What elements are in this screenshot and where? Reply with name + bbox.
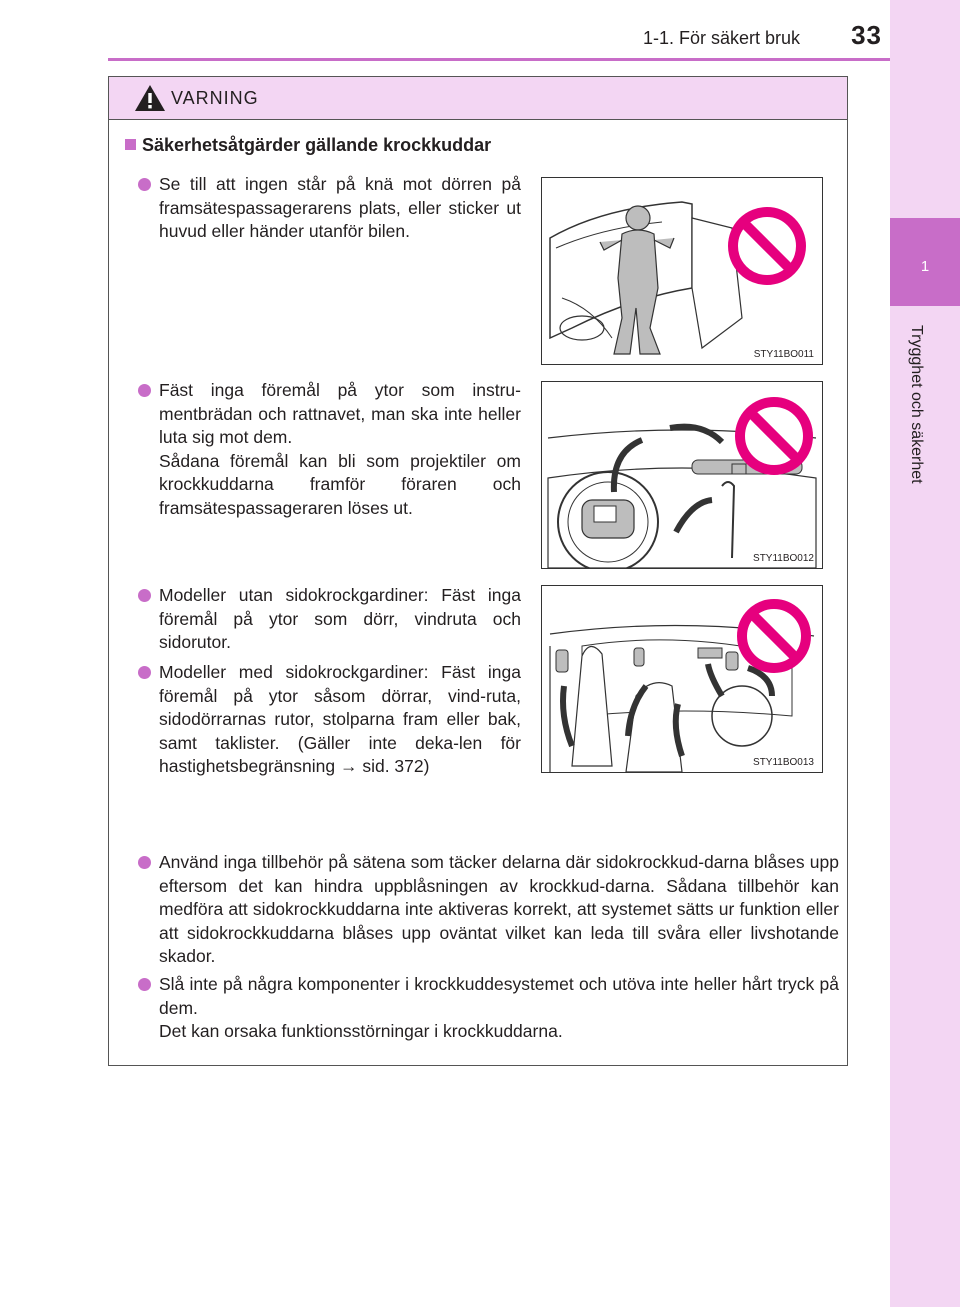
illustration-code: STY11BO013	[753, 757, 814, 768]
car-interior-drawing	[542, 178, 822, 364]
warning-header	[109, 77, 847, 120]
chapter-number: 1	[920, 258, 930, 275]
header-rule	[108, 58, 890, 61]
page-number: 33	[851, 20, 882, 50]
warning-box	[108, 76, 848, 1066]
bullet-item: Använd inga tillbehör på sätena som täcker delarna där sidokrockkud-darna blåses upp eftersom det kan hindra uppblåsningen av krockkud-darna. Sådana tillbehör kan medföra att sidokrockkuddarna inte aktiveras korrekt, att systemet sätts ur funktion eller att sidokrockkuddarna blåses upp oväntat vilket kan leda till svåra eller livshotande skador.	[159, 851, 839, 969]
bullet-dot-icon	[138, 856, 151, 869]
warning-triangle-icon	[133, 83, 167, 113]
bullet-dot-icon	[138, 384, 151, 397]
bullet-dot-icon	[138, 978, 151, 991]
illustration-code: STY11BO011	[753, 349, 814, 360]
side-interior-drawing	[542, 586, 822, 772]
chapter-side-tab	[890, 0, 960, 1307]
bullet-item: Slå inte på några komponenter i krockkuddesystemet och utöva inte heller hårt tryck på dem. Det kan orsaka funktionsstörningar i krockkuddarna.	[159, 973, 839, 1044]
section-title: 1-1. För säkert bruk	[642, 28, 800, 48]
bullet-item: Se till att ingen står på knä mot dörren på framsätespassagerarens plats, eller sticker ut huvud eller händer utanför bilen.	[159, 173, 521, 244]
illustration-code: STY11BO012	[753, 553, 814, 564]
bullet-item: Modeller utan sidokrockgardiner: Fäst inga föremål på ytor som dörr, vindruta och sidorutor.	[159, 584, 521, 655]
bullet-dot-icon	[138, 178, 151, 191]
bullet-dot-icon	[138, 666, 151, 679]
illustration-side-objects	[541, 585, 823, 773]
bullet-item: Modeller med sidokrockgardiner: Fäst inga föremål på ytor såsom dörrar, vind-ruta, sidodörrarnas rutor, stolparna fram eller bak, samt taklister. (Gäller inte deka-len för hastighetsbegränsning → sid. 372)	[159, 661, 521, 779]
bullet-item: Fäst inga föremål på ytor som instru-mentbrädan och rattnavet, man ska inte heller luta sig mot dem. Sådana föremål kan bli som projektiler om krockkuddarna framför föraren och framsätespassageraren löses ut.	[159, 379, 521, 520]
illustration-dashboard-objects	[541, 381, 823, 569]
illustration-passenger-kneeling	[541, 177, 823, 365]
warning-subheading: Säkerhetsåtgärder gällande krockkuddar	[125, 135, 491, 156]
bullet-dot-icon	[138, 589, 151, 602]
square-bullet-icon	[125, 139, 136, 150]
dashboard-drawing	[542, 382, 822, 568]
chapter-label: Trygghet och säkerhet	[908, 325, 925, 484]
warning-label: VARNING	[171, 88, 259, 108]
